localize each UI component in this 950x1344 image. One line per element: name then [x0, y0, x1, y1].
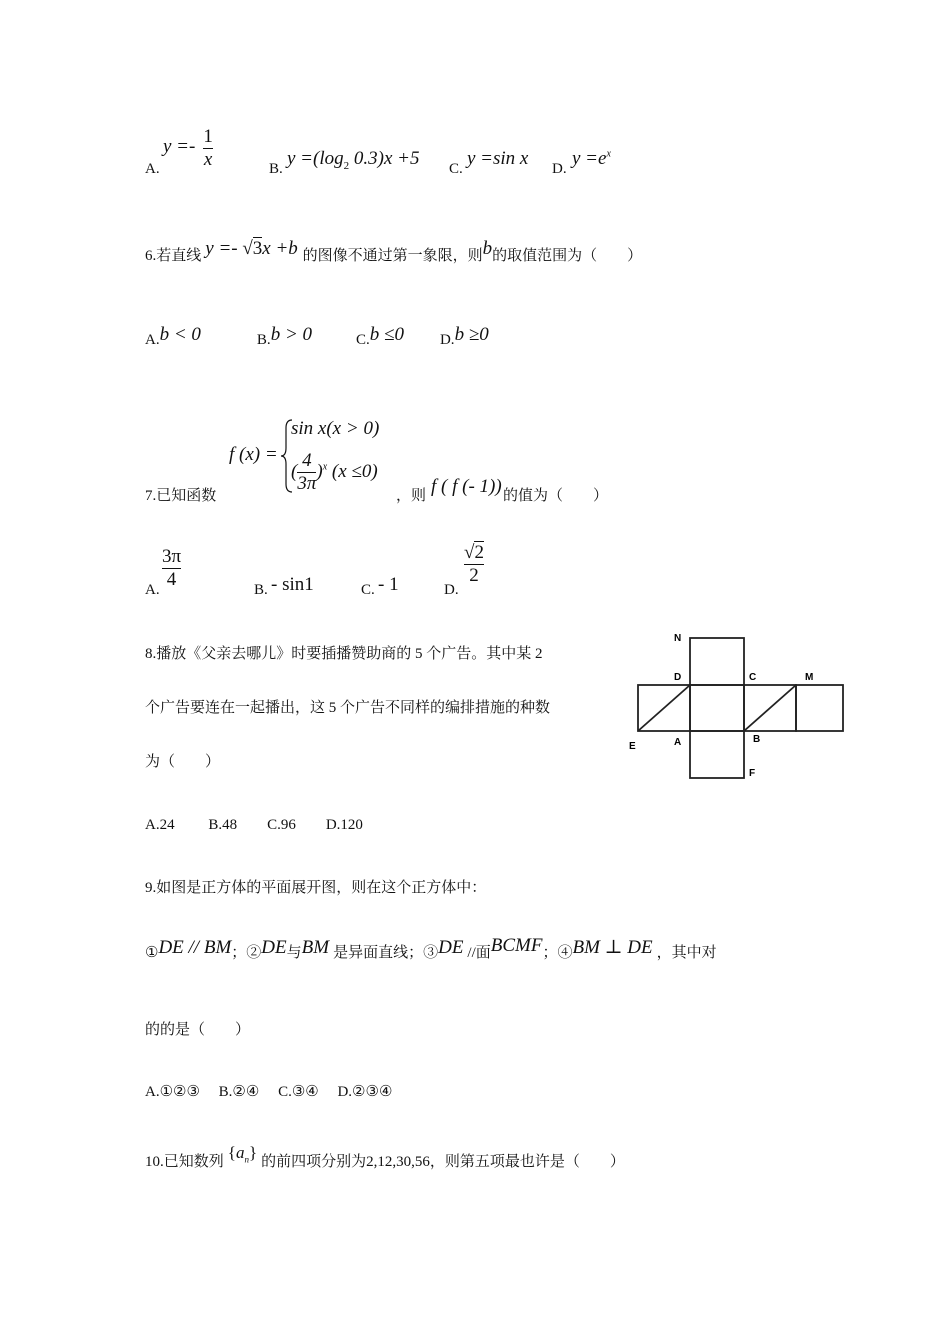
q7-option-d-label: D. — [444, 582, 459, 598]
q5-option-b-formula: $y =(\log_2$ 0.3)x +5 — [287, 148, 420, 172]
q5-option-d-formula: $y =e^x$ — [572, 148, 611, 169]
q8-options: A.24 B.48 C.96 D.120 — [145, 817, 363, 833]
q6-question: 6.若直线 y =- √3x +b 的图像不通过第一象限，则b的取值范围为（ ） — [145, 238, 643, 264]
label-f: F — [749, 768, 756, 779]
q8-line3: 为（ ） — [145, 754, 221, 770]
q7-option-a-formula: $\frac{3\pi}{4}$ — [162, 546, 182, 590]
q9-statements: ①DE // BM；②DE与BM 是异面直线；③DE //面BCMF；④BM ⊥ DE ，其中对 — [145, 935, 717, 961]
q7-option-a-label: A. — [145, 582, 160, 598]
net-square-top — [690, 638, 744, 685]
q7-function-name: f (x) = — [229, 444, 278, 465]
q7-option-d-formula: $\frac{√2}{2}$ — [464, 542, 484, 586]
label-c: C — [749, 672, 757, 683]
q7-mid: ，则 — [396, 488, 427, 504]
q7-option-b-label: B. — [254, 582, 268, 598]
sequence-notation: $\{a_n\}$ — [227, 1143, 258, 1165]
cube-net-figure — [625, 628, 855, 788]
net-square-bottom — [690, 731, 744, 778]
net-square-center — [690, 685, 744, 731]
q7-case2: ( $\frac{4}{3\pi}$ )$^x$ (x ≤0) — [291, 450, 378, 494]
q7-suffix: 的值为（ ） — [503, 488, 609, 504]
q7-option-b-formula: - sin1 — [271, 574, 314, 595]
q5-option-c-label: C. — [449, 161, 463, 177]
net-square-far-right — [796, 685, 843, 731]
q10-question: 10.已知数列 $\{a_n\}$ 的前四项分别为2,12,30,56，则第五项最也许是（ ） — [145, 1143, 625, 1170]
diagonal-bm — [744, 685, 796, 731]
sqrt-symbol: √ — [464, 542, 475, 563]
q5-option-a-label: A. — [145, 161, 160, 177]
fraction-numerator: 1 — [203, 126, 213, 147]
label-a: A — [674, 737, 682, 748]
label-e: E — [629, 741, 636, 752]
label-b: B — [753, 734, 761, 745]
q5-option-c-formula: y =sin x — [467, 148, 529, 169]
q8-line2: 个广告要连在一起播出，这 5 个广告不同样的编排措施的种数 — [145, 700, 551, 716]
q9-options: A.①②③ B.②④ C.③④ D.②③④ — [145, 1084, 393, 1100]
q6-options: A.b < 0 B.b > 0 C.b ≤0 D.b ≥0 — [145, 324, 489, 348]
q7-prefix: 7.已知函数 — [145, 488, 217, 504]
q8-line1: 8.播放《父亲去哪儿》时要插播赞助商的 5 个广告。其中某 2 — [145, 646, 543, 662]
q7-option-c-label: C. — [361, 582, 375, 598]
sqrt-symbol: √ — [242, 238, 253, 259]
label-m: M — [805, 672, 814, 683]
diagonal-de — [638, 685, 690, 731]
q9-line2: 的的是（ ） — [145, 1022, 251, 1038]
q7-composite: f ( f (- 1)) — [431, 476, 502, 497]
q5-option-b-label: B. — [269, 161, 283, 177]
q5-option-a-formula: y =- $\frac{1}{x}$ — [163, 126, 213, 170]
q5-option-d-label: D. — [552, 161, 567, 177]
label-d: D — [674, 672, 682, 683]
q9-prefix: 9.如图是正方体的平面展开图，则在这个正方体中： — [145, 880, 487, 896]
label-n: N — [674, 633, 682, 644]
q7-option-c-formula: - 1 — [378, 574, 399, 595]
fraction-denominator: x — [203, 149, 213, 170]
q7-case1: sin x(x > 0) — [291, 418, 380, 439]
